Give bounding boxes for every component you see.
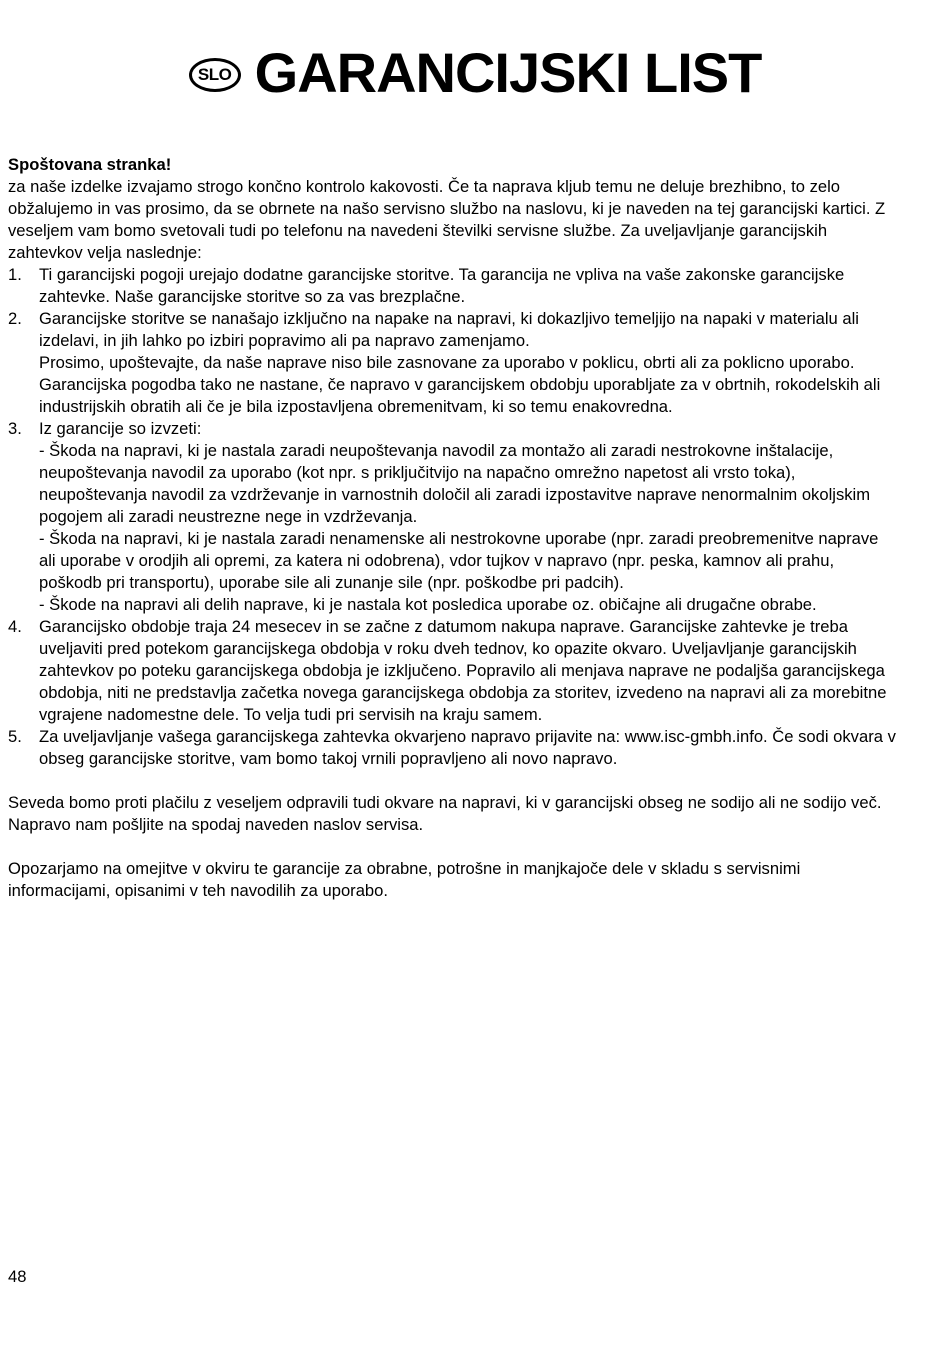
greeting: Spoštovana stranka! <box>8 155 172 174</box>
warranty-body <box>8 154 898 902</box>
term-number: 2. <box>8 309 22 328</box>
term-number: 1. <box>8 265 22 284</box>
intro-paragraph: za naše izdelke izvajamo strogo končno kontrolo kakovosti. Če ta naprava kljub temu ne deluje brezhibno, to zelo obžalujemo in vas prosimo, da se obrnete na našo servisno službo na naslovu, ki je naveden na tej garancijski kartici. Z veseljem vam bomo svetovali tudi po telefonu na navedeni številki servisne službe. Za uveljavljanje garancijskih zahtevkov velja naslednje: <box>8 177 886 262</box>
term-paragraph: Garancijske storitve se nanašajo izključno na napake na napravi, ki dokazljivo temeljijo na napaki v materialu ali izdelavi, in jih lahko po izbiri popravimo ali pa napravo zamenjamo. <box>39 309 859 350</box>
term-paragraph: - Škoda na napravi, ki je nastala zaradi nenamenske ali nestrokovne uporabe (npr. zaradi preobremenitve naprave ali uporabe v orodjih ali opremi, za katera ni odobrena), vdor tujkov v napravo (npr. peska, kamnov ali prahu, poškodb pri transportu), uporabe sile ali zunanje sile (npr. poškodbe pri padcih). <box>39 529 879 592</box>
term-paragraph: Iz garancije so izvzeti: <box>39 419 202 438</box>
term-number: 3. <box>8 419 22 438</box>
term-number: 4. <box>8 617 22 636</box>
term-paragraph: - Škoda na napravi, ki je nastala zaradi neupoštevanja navodil za montažo ali zaradi nestrokovne inštalacije, neupoštevanja navodil za uporabo (kot npr. s priključitvijo na napačno omrežno napetost ali vrsto toka), neupoštevanja navodil za vzdrževanje in varnostnih določil ali zaradi izpostavitve naprave nenormalnim okoljskim pogojem ali zaradi neustrezne nege in vzdrževanja. <box>39 441 871 526</box>
term-item-5 <box>8 726 898 770</box>
term-paragraph: Prosimo, upoštevajte, da naše naprave niso bile zasnovane za uporabo v poklicu, obrti ali za poklicno uporabo. Garancijska pogodba tako ne nastane, če napravo v garancijskem obdobju uporabljate za v obrtnih, rokodelskih ali industrijskih obratih ali če je bila izpostavljena obremenitvam, ki so temu enakovredna. <box>39 353 881 416</box>
term-item-4 <box>8 616 898 726</box>
term-item-1 <box>8 264 898 308</box>
closing-paragraph: Seveda bomo proti plačilu z veseljem odpravili tudi okvare na napravi, ki v garancijski obseg ne sodijo ali ne sodijo več. Napravo nam pošljite na spodaj naveden naslov servisa. <box>8 793 882 834</box>
page-title: GARANCIJSKI LIST <box>254 41 762 104</box>
warranty-terms-list <box>8 264 898 770</box>
term-paragraph: Ti garancijski pogoji urejajo dodatne garancijske storitve. Ta garancija ne vpliva na vaše zakonske garancijske zahtevke. Naše garancijske storitve so za vas brezplačne. <box>39 265 845 306</box>
closing-paragraph: Opozarjamo na omejitve v okviru te garancije za obrabne, potrošne in manjkajoče dele v skladu s servisnimi informacijami, opisanimi v teh navodilih za uporabo. <box>8 859 801 900</box>
term-paragraph: - Škode na napravi ali delih naprave, ki je nastala kot posledica uporabe oz. običajne ali drugačne obrabe. <box>39 595 817 614</box>
term-number: 5. <box>8 727 22 746</box>
language-badge: SLO <box>189 58 241 92</box>
spacer <box>8 836 898 858</box>
spacer <box>8 770 898 792</box>
term-paragraph: Garancijsko obdobje traja 24 mesecev in se začne z datumom nakupa naprave. Garancijske zahtevke je treba uveljaviti pred potekom garancijskega obdobja v roku dveh tednov, ko opazite okvaro. Uveljavljanje garancijskih zahtevkov po poteku garancijskega obdobja je izključeno. Popravilo ali menjava naprave ne podaljša garancijskega obdobja, niti ne predstavlja začetka novega garancijskega obdobja za storitev, izvedeno na napravi ali za morebitne vgrajene nadomestne dele. To velja tudi pri servisih na kraju samem. <box>39 617 887 724</box>
term-paragraph: Za uveljavljanje vašega garancijskega zahtevka okvarjeno napravo prijavite na: www.isc-gmbh.info. Če sodi okvara v obseg garancijske storitve, vam bomo takoj vrnili popravljeno ali novo napravo. <box>39 727 896 768</box>
page-number: 48 <box>8 1267 27 1286</box>
page-header <box>0 38 950 108</box>
term-item-2 <box>8 308 898 418</box>
term-item-3 <box>8 418 898 616</box>
